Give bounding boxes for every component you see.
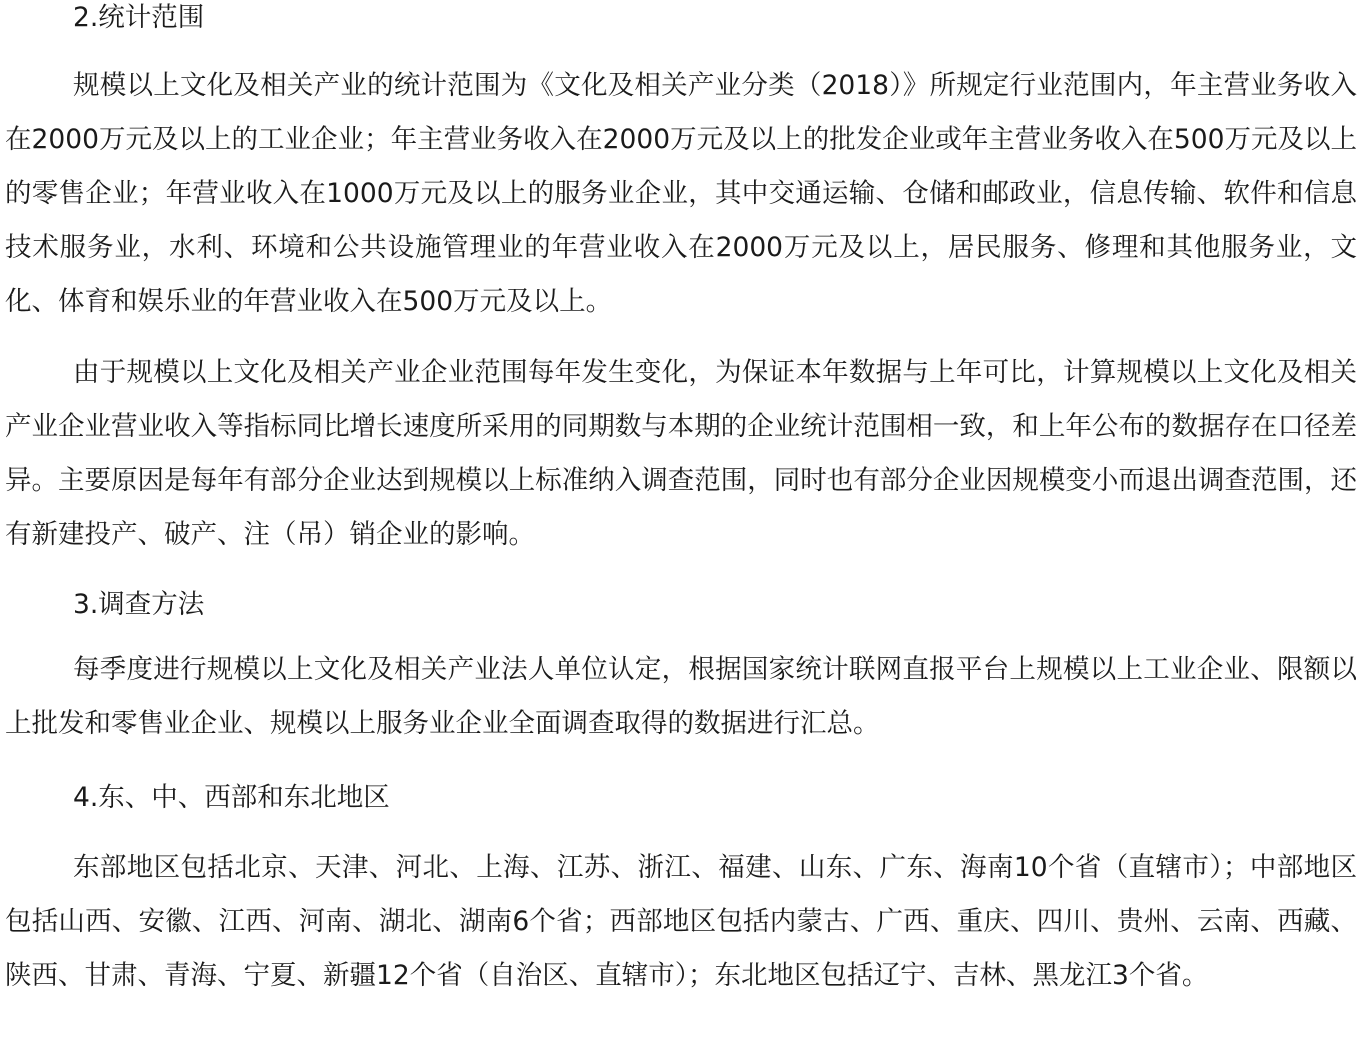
paragraph-regions: 东部地区包括北京、天津、河北、上海、江苏、浙江、福建、山东、广东、海南10个省（直辖市）；中部地区包括山西、安徽、江西、河南、湖北、湖南6个省；西部地区包括内蒙古、广西、重庆、四川、贵州、云南、西藏、陕西、甘肃、青海、宁夏、新疆12个省（自治区、直辖市）；东北地区包括辽宁、吉林、黑龙江3个省。 <box>5 852 1357 991</box>
paragraph-method: 每季度进行规模以上文化及相关产业法人单位认定，根据国家统计联网直报平台上规模以上工业企业、限额以上批发和零售业企业、规模以上服务业企业全面调查取得的数据进行汇总。 <box>5 654 1357 739</box>
section-heading-regions: 4.东、中、西部和东北地区 <box>73 782 390 813</box>
paragraph-scope-definition: 规模以上文化及相关产业的统计范围为《文化及相关产业分类（2018）》所规定行业范围内，年主营业务收入在2000万元及以上的工业企业；年主营业务收入在2000万元及以上的批发企业或年主营业务收入在500万元及以上的零售企业；年营业收入在1000万元及以上的服务业企业，其中交通运输、仓储和邮政业，信息传输、软件和信息技术服务业，水利、环境和公共设施管理业的年营业收入在2000万元及以上，居民服务、修理和其他服务业，文化、体育和娱乐业的年营业收入在500万元及以上。 <box>5 70 1357 317</box>
section-heading-scope: 2.统计范围 <box>73 2 205 33</box>
section-heading-method: 3.调查方法 <box>73 589 205 620</box>
paragraph-scope-comparability: 由于规模以上文化及相关产业企业范围每年发生变化，为保证本年数据与上年可比，计算规模以上文化及相关产业企业营业收入等指标同比增长速度所采用的同期数与本期的企业统计范围相一致，和上年公布的数据存在口径差异。主要原因是每年有部分企业达到规模以上标准纳入调查范围，同时也有部分企业因规模变小而退出调查范围，还有新建投产、破产、注（吊）销企业的影响。 <box>5 357 1357 550</box>
